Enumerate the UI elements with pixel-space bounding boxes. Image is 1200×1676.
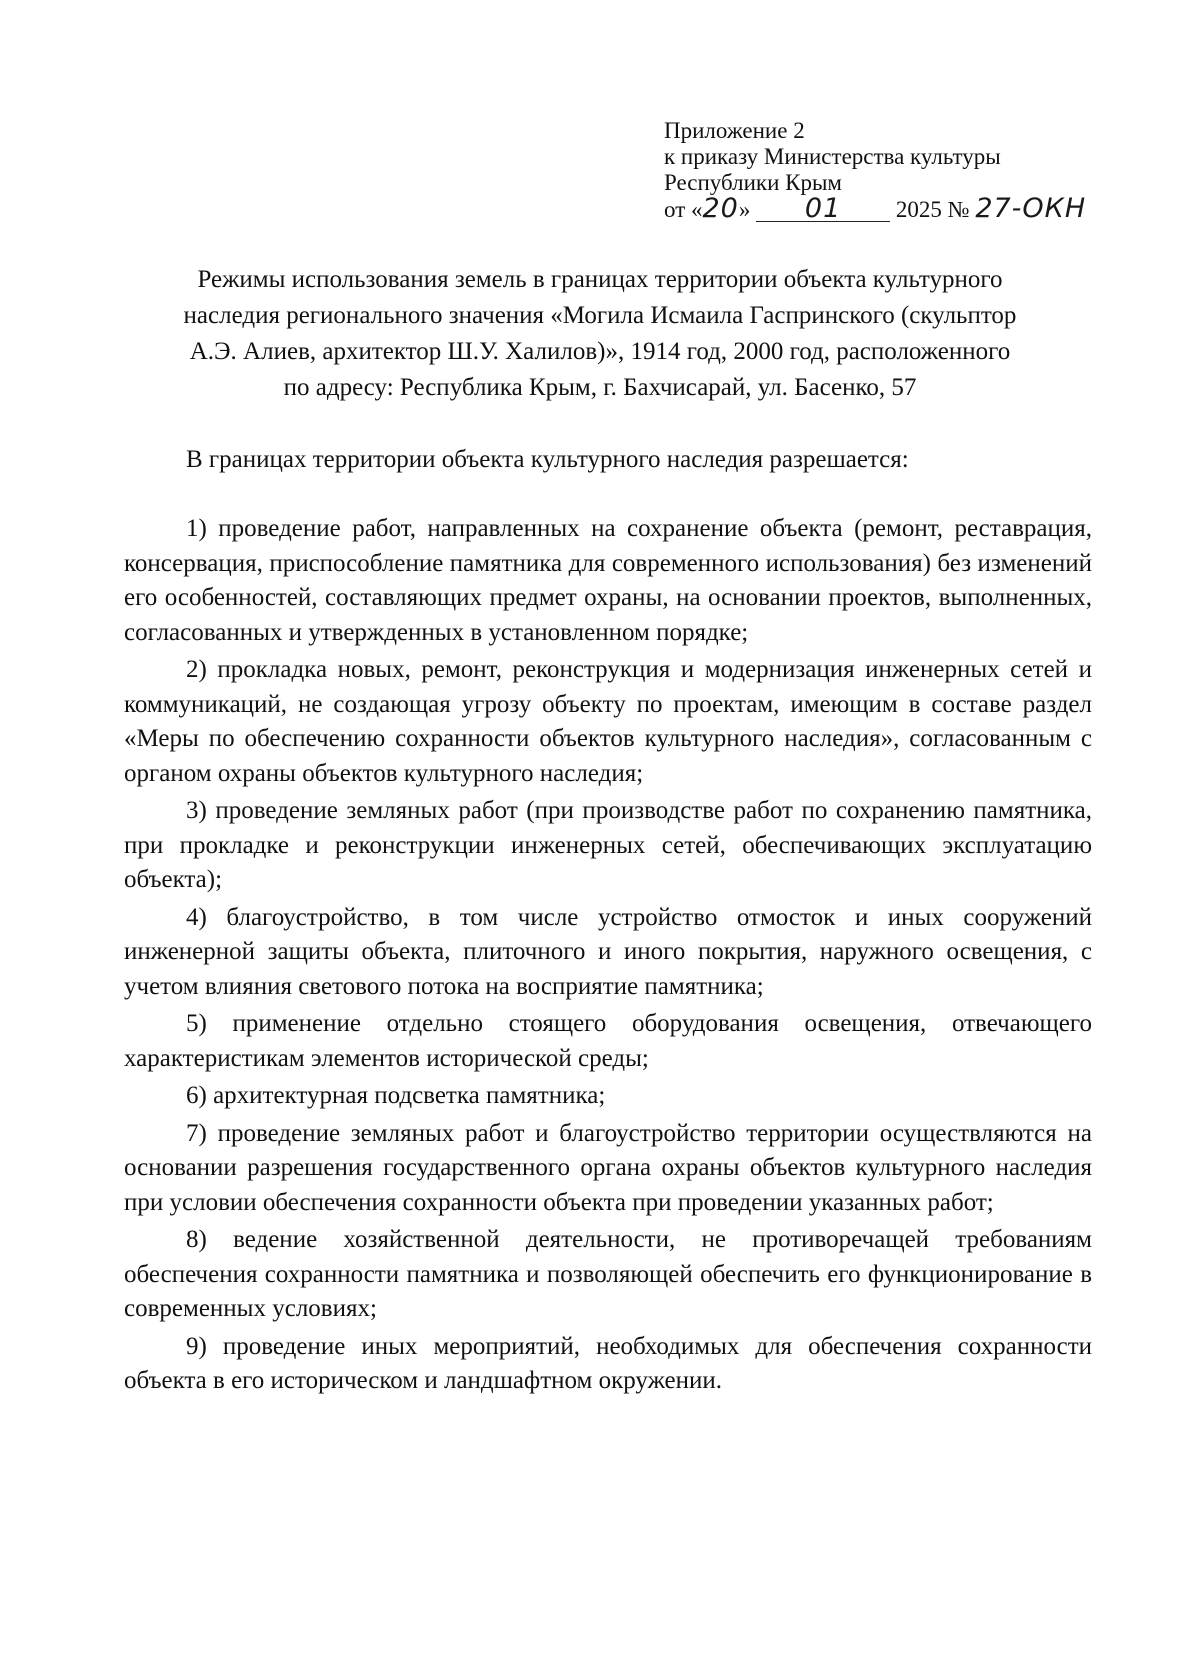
title-line-4: по адресу: Республика Крым, г. Бахчисарай, ул. Басенко, 57 <box>283 374 917 401</box>
list-item: 3) проведение земляных работ (при производстве работ по сохранению памятника, при прокладке и реконструкции инженерных сетей, обеспечивающих эксплуатацию объекта); <box>124 797 1092 893</box>
order-number-handwritten: 27-ОКН <box>975 193 1087 224</box>
list-item: 2) прокладка новых, ремонт, реконструкция и модернизация инженерных сетей и коммуникаций, не создающая угрозу объекту по проектам, имеющим в составе раздел «Меры по обеспечению сохранности объектов культурного наследия», согласованным с органом охраны объектов культурного наследия; <box>124 656 1092 787</box>
list-item: 5) применение отдельно стоящего оборудования освещения, отвечающего характеристикам элементов исторической среды; <box>124 1010 1092 1072</box>
list-item: 4) благоустройство, в том числе устройство отмосток и иных сооружений инженерной защиты объекта, плиточного и иного покрытия, наружного освещения, с учетом влияния светового потока на восприятие памятника; <box>124 903 1092 1000</box>
date-prefix: от « <box>664 197 703 222</box>
document-title <box>140 262 1060 406</box>
list-item: 7) проведение земляных работ и благоустройство территории осуществляются на основании разрешения государственного органа охраны объектов культурного наследия при условии обеспечения сохранности объекта при проведении указанных работ; <box>124 1119 1092 1216</box>
list-item: 8) ведение хозяйственной деятельности, не противоречащей требованиям обеспечения сохранности памятника и позволяющей обеспечить его функционирование в современных условиях; <box>124 1226 1092 1322</box>
date-month-blank <box>756 193 890 224</box>
date-year: 2025 № <box>895 197 970 222</box>
lead-paragraph: В границах территории объекта культурного наследия разрешается: <box>186 446 909 473</box>
date-day-handwritten: 20 <box>702 193 739 224</box>
title-line-2: наследия регионального значения «Могила Исмаила Гаспринского (скульптор <box>183 302 1017 329</box>
date-day-suffix: » <box>738 197 751 222</box>
appendix-label: Приложение 2 <box>664 118 805 143</box>
permitted-list <box>124 512 1092 1402</box>
title-line-1: Режимы использования земель в границах территории объекта культурного <box>197 266 1003 293</box>
appendix-header <box>664 118 1087 224</box>
appendix-region: Республики Крым <box>664 170 842 195</box>
list-item: 6) архитектурная подсветка памятника; <box>186 1082 606 1109</box>
list-item: 1) проведение работ, направленных на сохранение объекта (ремонт, реставрация, консервация, приспособление памятника для современного использования) без изменений его особенностей, составляющих предмет охраны, на основании проектов, выполненных, согласованных и утвержденных в установленном порядке; <box>124 515 1092 646</box>
title-line-3: А.Э. Алиев, архитектор Ш.У. Халилов)», 1914 год, 2000 год, расположенного <box>189 338 1011 365</box>
appendix-date-line <box>664 193 1087 224</box>
appendix-order-ref: к приказу Министерства культуры <box>664 144 1001 169</box>
list-item: 9) проведение иных мероприятий, необходимых для обеспечения сохранности объекта в его историческом и ландшафтном окружении. <box>124 1332 1092 1394</box>
date-month-handwritten: 01 <box>804 193 842 224</box>
